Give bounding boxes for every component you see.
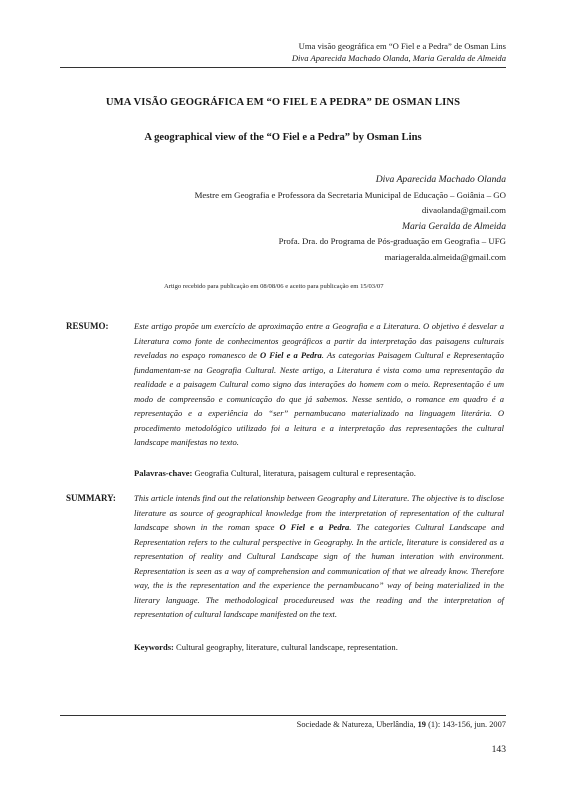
resumo-text-part2: . As categorias Paisagem Cultural e Representação fundamentam-se na Geografia Cultural. Neste artigo, a Literatura é vista como uma representação da realidade e a paisagem Cultural como signo das interações do homem com o meio. Representação é um modo de compreensão e comunicação do que já sabemos. Nesse sentido, o romance em quadro é a representação e a experiência do “ser” pernambucano materializado na linguagem literária. O procedimento metodológico utilizado foi a leitura e a interpretação das representações the cultural landscape manifestas no texto. <box>134 350 504 448</box>
running-head-title: Uma visão geográfica em “O Fiel e a Pedra” de Osman Lins <box>298 41 506 51</box>
summary-keywords-text: Cultural geography, literature, cultural landscape, representation. <box>176 642 398 652</box>
running-head-authors: Diva Aparecida Machado Olanda, Maria Geralda de Almeida <box>291 52 506 63</box>
summary-label: SUMMARY: <box>66 493 116 503</box>
journal-name: Sociedade & Natureza, Uberlândia, <box>296 720 418 729</box>
header-rule <box>60 67 506 68</box>
resumo-text <box>134 319 504 450</box>
summary-keywords-label: Keywords: <box>134 642 174 652</box>
page-number: 143 <box>491 744 506 755</box>
resumo-text-part1: Este artigo propõe um exercício de aproximação entre a Geografia e a Literatura. O objetivo é desvelar a Literatura como fonte de conhecimentos geográficos a partir da interpretação das paisagens culturais reveladas no espaço romanesco de <box>134 321 504 361</box>
resumo-label: RESUMO: <box>66 321 109 331</box>
author-affiliation-2: Profa. Dra. do Programa de Pós-graduação em Geografia – UFG <box>278 236 506 246</box>
author-email-2[interactable]: mariageralda.almeida@gmail.com <box>384 251 506 262</box>
author-affiliation-1: Mestre em Geografia e Professora da Secretaria Municipal de Educação – Goiânia – GO <box>194 189 506 200</box>
resumo-keywords-label: Palavras-chave: <box>134 468 193 478</box>
summary-text <box>134 491 504 622</box>
title-english: A geographical view of the “O Fiel e a Pedra” by Osman Lins <box>144 132 422 143</box>
author-name-1: Diva Aparecida Machado Olanda <box>375 174 506 185</box>
author-email-1[interactable]: divaolanda@gmail.com <box>421 205 506 215</box>
resumo-keywords-text: Geografia Cultural, literatura, paisagem cultural e representação. <box>194 468 416 478</box>
received-note: Artigo recebido para publicação em 08/08/06 e aceito para publicação em 15/03/07 <box>164 283 384 290</box>
author-name-2: Maria Geralda de Almeida <box>401 220 506 232</box>
author-block <box>195 172 506 265</box>
summary-keywords <box>134 640 504 654</box>
summary-text-part1: This article intends find out the relationship between Geography and Literature. The objective is to disclose literature as source of geographical knowledge from the interpretation of representation of the cultural landscape shown in the roman space <box>134 493 504 533</box>
summary-text-part2: . The categories Cultural Landscape and Representation refers to the cultural perspective in Geography. In the article, literature is considered as a representation of reality and Cultural Landscape sign of the human interation with environment. Representation is seen as a way of comprehension and communication of that we already know. Therefore way, the is the representation and the experience the pernambucano” way of being materialized in the literary language. The methodological procedureused was the reading and the interpretation of representation of cultural landscape manifested on the text. <box>134 522 504 620</box>
journal-citation <box>297 720 506 729</box>
resumo-keywords <box>134 466 504 480</box>
running-head <box>292 41 506 64</box>
journal-volume: 19 <box>417 720 426 729</box>
title-portuguese: UMA VISÃO GEOGRÁFICA EM “O FIEL E A PEDRA” DE OSMAN LINS <box>105 97 461 108</box>
journal-issue: (1): 143-156, jun. 2007 <box>425 720 506 729</box>
summary-novel-title: O Fiel e a Pedra <box>279 522 350 533</box>
resumo-novel-title: O Fiel e a Pedra <box>259 350 322 361</box>
footer-rule <box>60 715 506 716</box>
